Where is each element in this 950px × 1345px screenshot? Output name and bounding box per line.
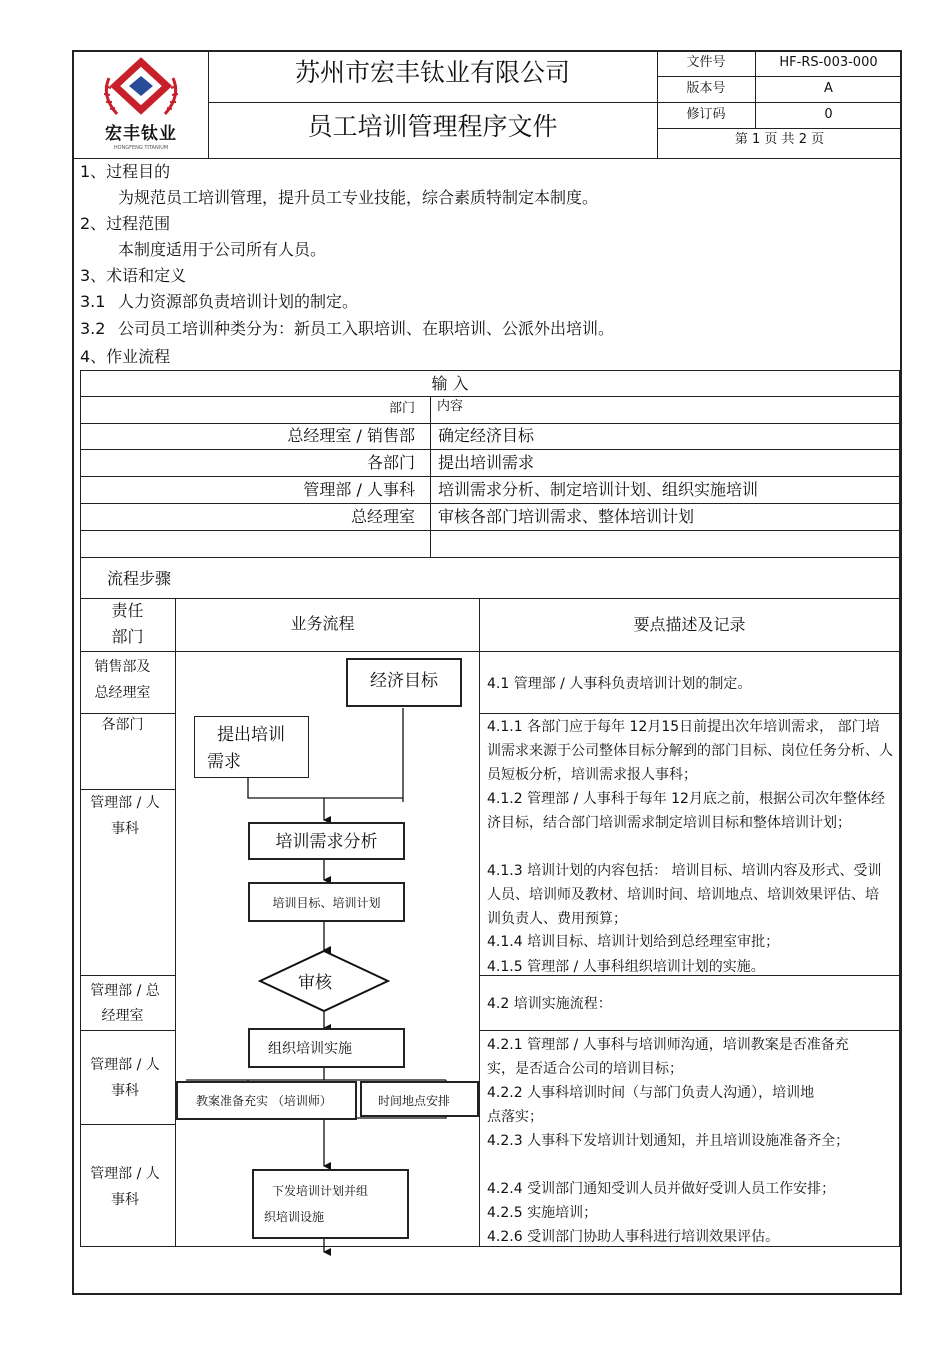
table-divider [80,503,900,504]
table-divider [80,530,900,531]
desc-4-2-2: 4.2.2 人事科培训时间（与部门负责人沟通），培训地点落实； [487,1085,815,1125]
header-divider [657,102,902,103]
node-label: 经济目标 [370,671,438,691]
col-resp-line2: 部门 [111,627,144,646]
dept-label: 经理室 [101,1008,144,1024]
document-title: 员工培训管理程序文件 [307,112,558,141]
table-divider [80,1124,175,1125]
desc-4-2-5: 4.2.5 实施培训； [487,1205,598,1221]
field-value-revision: 0 [824,107,833,122]
process-steps-label: 流程步骤 [107,569,172,588]
table-divider [80,713,175,714]
input-row-dept: 管理部 / 人事科 [303,480,415,499]
dept-label: 各部门 [101,717,144,733]
desc-4-2-3: 4.2.3 人事科下发培训计划通知，并且培训设施准备齐全； [487,1133,850,1149]
company-logo [95,56,187,154]
node-need-analysis [248,822,405,860]
table-divider [479,713,900,714]
dept-label: 事科 [111,1192,139,1208]
section-2-body: 本制度适用于公司所有人员。 [118,240,327,259]
input-row-content: 培训需求分析、制定培训计划、组织实施培训 [438,480,759,499]
table-divider [479,1030,900,1031]
logo-subtext: HONGFENG TITANIUM [113,145,169,151]
desc-4-1-1: 4.1.1 各部门应于每年 12月15日前提出次年培训需求， 部门培训需求来源于公司整体目标分解到的部门目标、岗位任务分析、人员短板分析，培训需求报人事科； [487,719,893,783]
node-review-label: 审核 [298,973,332,993]
desc-4-1: 4.1 管理部 / 人事科负责培训计划的制定。 [487,676,752,692]
node-label: 组织培训实施 [268,1041,352,1057]
header-divider [657,76,902,77]
node-issue-plan [252,1169,409,1239]
node-label: 提出培训 [217,725,285,745]
field-label-version: 版本号 [686,81,726,96]
header-divider [657,128,902,129]
node-organize [248,1028,405,1068]
logo-emblem-icon [95,56,187,126]
desc-4-1-3: 4.1.3 培训计划的内容包括： 培训目标、培训内容及形式、受训人员、培训师及教材、培训时间、培训地点、培训效果评估、培训负责人、费用预算； [487,863,882,927]
section-2-title: 2、过程范围 [80,214,171,233]
node-label: 教案准备充实 （培训师） [196,1094,332,1108]
table-divider [80,396,900,397]
field-label-revision: 修订码 [686,107,726,122]
section-3-1-number: 3.1 [80,292,106,311]
node-label: 培训目标、培训计划 [272,896,381,910]
dept-label: 事科 [111,1083,139,1099]
dept-label: 管理部 / 总 [90,983,160,999]
section-1-body: 为规范员工培训管理，提升员工专业技能，综合素质特制定本制度。 [118,188,599,207]
dept-label: 总经理室 [94,685,151,701]
input-row-content: 确定经济目标 [438,426,535,445]
table-divider [80,423,900,424]
desc-4-2-4: 4.2.4 受训部门通知受训人员并做好受训人员工作安排； [487,1181,836,1197]
node-raise-need [194,716,309,778]
node-label: 下发培训计划并组 [272,1184,369,1198]
company-name: 苏州市宏丰钛业有限公司 [294,58,570,87]
table-divider [80,789,175,790]
section-3-1: 人力资源部负责培训计划的制定。 [118,292,359,311]
table-divider [80,476,900,477]
col-desc: 要点描述及记录 [633,615,746,634]
node-goal-plan [248,882,405,922]
logo-text: 宏丰钛业 [105,124,177,144]
dept-label: 管理部 / 人 [90,1057,160,1073]
dept-label: 事科 [111,821,139,837]
node-label: 需求 [207,752,241,772]
section-1-title: 1、过程目的 [80,162,171,181]
desc-4-1-2: 4.1.2 管理部 / 人事科于每年 12月底之前，根据公司次年整体经济目标，结合部门培训需求制定培训目标和整体培训计划； [487,791,885,831]
col-resp-line1: 责任 [111,601,144,620]
input-row-dept: 各部门 [366,453,415,472]
page-info: 第 1 页 共 2 页 [734,132,825,147]
section-3-title: 3、术语和定义 [80,266,187,285]
node-lesson-prep [176,1081,357,1120]
input-row-dept: 总经理室 / 销售部 [287,426,415,445]
node-time-place [360,1081,479,1117]
table-divider [80,975,175,976]
input-row-dept: 总经理室 [350,507,415,526]
field-label-file-no: 文件号 [686,55,726,70]
dept-label: 管理部 / 人 [90,795,160,811]
node-economic-goal [346,658,462,707]
input-row-content: 提出培训需求 [438,453,535,472]
section-3-2-number: 3.2 [80,319,106,338]
node-label: 织培训设施 [264,1210,325,1224]
header-divider [208,102,657,103]
section-4-title: 4、作业流程 [80,347,171,366]
col-flow: 业务流程 [290,614,355,633]
node-label: 培训需求分析 [275,832,378,852]
desc-4-2-1: 4.2.1 管理部 / 人事科与培训师沟通，培训教案是否准备充实，是否适合公司的培训目标； [487,1037,849,1077]
table-divider [80,449,900,450]
desc-4-2-6: 4.2.6 受训部门协助人事科进行培训效果评估。 [487,1229,780,1245]
input-col-content: 内容 [437,399,464,414]
header-divider [72,158,902,159]
dept-label: 管理部 / 人 [90,1166,160,1182]
table-divider [80,1030,175,1031]
dept-label: 销售部及 [94,659,151,675]
field-value-file-no: HF-RS-003-000 [779,55,878,70]
desc-4-1-4: 4.1.4 培训目标、培训计划给到总经理室审批； [487,934,780,950]
table-divider [80,598,900,599]
table-divider [430,396,431,557]
section-3-2: 公司员工培训种类分为：新员工入职培训、在职培训、公派外出培训。 [118,319,615,338]
table-divider [80,557,900,558]
table-divider [479,598,480,1247]
field-value-version: A [824,81,833,96]
node-label: 时间地点安排 [378,1094,451,1108]
input-table-title: 输 入 [431,374,469,393]
input-row-content: 审核各部门培训需求、整体培训计划 [438,507,695,526]
desc-4-2: 4.2 培训实施流程： [487,996,612,1012]
input-col-dept: 部门 [388,401,415,416]
desc-4-1-5: 4.1.5 管理部 / 人事科组织培训计划的实施。 [487,959,765,975]
